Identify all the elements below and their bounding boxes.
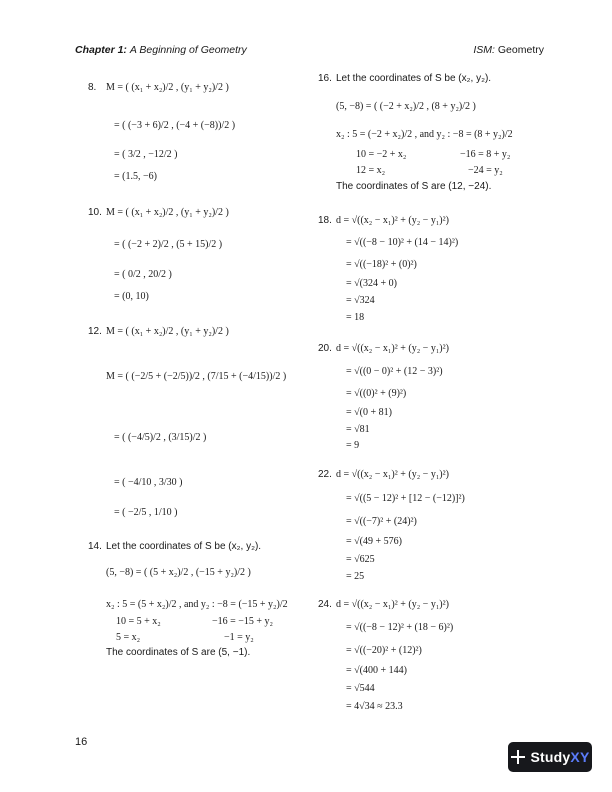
problem-14-line: −1 = y₂	[224, 632, 254, 643]
problem-14-number: 14.	[88, 541, 102, 552]
problem-20-number: 20.	[318, 343, 332, 354]
problem-14-line: (5, −8) = ( (5 + x₂)/2 , (−15 + y₂)/2 )	[106, 567, 251, 578]
problem-24-line: = √((−8 − 12)² + (18 − 6)²)	[346, 622, 454, 633]
problem-14-conclusion: The coordinates of S are (5, −1).	[106, 647, 251, 658]
problem-8-line: M = ( (x₁ + x₂)/2 , (y₁ + y₂)/2 )	[106, 82, 229, 93]
problem-20-line: = √((0)² + (9)²)	[346, 388, 407, 399]
problem-24-number: 24.	[318, 599, 332, 610]
problem-16-intro: Let the coordinates of S be (x₂, y₂).	[336, 73, 492, 84]
problem-10-number: 10.	[88, 207, 102, 218]
problem-16-line: −16 = 8 + y₂	[460, 149, 511, 160]
problem-8-number: 8.	[88, 82, 97, 93]
problem-24-line: d = √((x₂ − x₁)² + (y₂ − y₁)²)	[336, 599, 449, 610]
problem-16-conclusion: The coordinates of S are (12, −24).	[336, 181, 492, 192]
chapter-title: A Beginning of Geometry	[129, 44, 247, 56]
studyxy-logo[interactable]	[508, 742, 592, 772]
problem-16-line: 10 = −2 + x₂	[356, 149, 407, 160]
book-label: ISM:	[473, 44, 495, 56]
logo-wordmark	[531, 749, 590, 765]
chapter-header	[75, 44, 247, 56]
problem-18-line: = 18	[346, 312, 365, 323]
problem-24-line: = 4√34 ≈ 23.3	[346, 701, 403, 712]
problem-8-line: = (1.5, −6)	[114, 171, 157, 182]
plus-icon	[511, 750, 525, 764]
problem-18-number: 18.	[318, 215, 332, 226]
problem-10-line: = ( (−2 + 2)/2 , (5 + 15)/2 )	[114, 239, 223, 250]
problem-24-line: = √((−20)² + (12)²)	[346, 645, 422, 656]
problem-10-line: M = ( (x₁ + x₂)/2 , (y₁ + y₂)/2 )	[106, 207, 229, 218]
problem-8-line: = ( (−3 + 6)/2 , (−4 + (−8))/2 )	[114, 120, 236, 131]
problem-18-line: d = √((x₂ − x₁)² + (y₂ − y₁)²)	[336, 215, 449, 226]
problem-16-line: x₂ : 5 = (−2 + x₂)/2 , and y₂ : −8 = (8 + y₂)/2	[336, 129, 513, 140]
problem-12-number: 12.	[88, 326, 102, 337]
problem-12-line: = ( −4/10 , 3/30 )	[114, 477, 183, 488]
problem-14-line: 10 = 5 + x₂	[116, 616, 161, 627]
problem-14-line: −16 = −15 + y₂	[212, 616, 274, 627]
problem-20-line: d = √((x₂ − x₁)² + (y₂ − y₁)²)	[336, 343, 449, 354]
book-title: Geometry	[497, 44, 544, 56]
problem-12-line: M = ( (x₁ + x₂)/2 , (y₁ + y₂)/2 )	[106, 326, 229, 337]
problem-24-line: = √(400 + 144)	[346, 665, 407, 676]
problem-12-line: = ( −2/5 , 1/10 )	[114, 507, 178, 518]
problem-16-line: −24 = y₂	[468, 165, 503, 176]
problem-18-line: = √324	[346, 295, 375, 306]
problem-18-line: = √((−8 − 10)² + (14 − 14)²)	[346, 237, 459, 248]
problem-20-line: = 9	[346, 440, 360, 451]
problem-22-line: = √625	[346, 554, 375, 565]
logo-brand-main: Study	[530, 749, 571, 765]
problem-18-line: = √((−18)² + (0)²)	[346, 259, 417, 270]
problem-14-line: x₂ : 5 = (5 + x₂)/2 , and y₂ : −8 = (−15 + y₂)/2	[106, 599, 288, 610]
problem-14-intro: Let the coordinates of S be (x₂, y₂).	[106, 541, 262, 552]
problem-10-line: = (0, 10)	[114, 291, 149, 302]
problem-18-line: = √(324 + 0)	[346, 278, 397, 289]
problem-10-line: = ( 0/2 , 20/2 )	[114, 269, 172, 280]
problem-22-line: d = √((x₂ − x₁)² + (y₂ − y₁)²)	[336, 469, 449, 480]
problem-22-line: = √((−7)² + (24)²)	[346, 516, 417, 527]
problem-22-line: = √((5 − 12)² + [12 − (−12)]²)	[346, 493, 465, 504]
book-header	[473, 44, 544, 56]
page-number: 16	[75, 736, 88, 748]
chapter-label: Chapter 1:	[75, 44, 127, 56]
problem-16-number: 16.	[318, 73, 332, 84]
problem-12-line: = ( (−4/5)/2 , (3/15)/2 )	[114, 432, 207, 443]
problem-12-line: M = ( (−2/5 + (−2/5))/2 , (7/15 + (−4/15))/2 )	[106, 371, 287, 382]
problem-24-line: = √544	[346, 683, 375, 694]
problem-14-line: 5 = x₂	[116, 632, 141, 643]
problem-22-number: 22.	[318, 469, 332, 480]
problem-20-line: = √81	[346, 424, 370, 435]
problem-16-line: 12 = x₂	[356, 165, 386, 176]
problem-22-line: = 25	[346, 571, 365, 582]
problem-22-line: = √(49 + 576)	[346, 536, 402, 547]
problem-20-line: = √(0 + 81)	[346, 407, 392, 418]
problem-8-line: = ( 3/2 , −12/2 )	[114, 149, 178, 160]
logo-brand-accent: XY	[570, 749, 590, 765]
problem-16-line: (5, −8) = ( (−2 + x₂)/2 , (8 + y₂)/2 )	[336, 101, 476, 112]
problem-20-line: = √((0 − 0)² + (12 − 3)²)	[346, 366, 443, 377]
